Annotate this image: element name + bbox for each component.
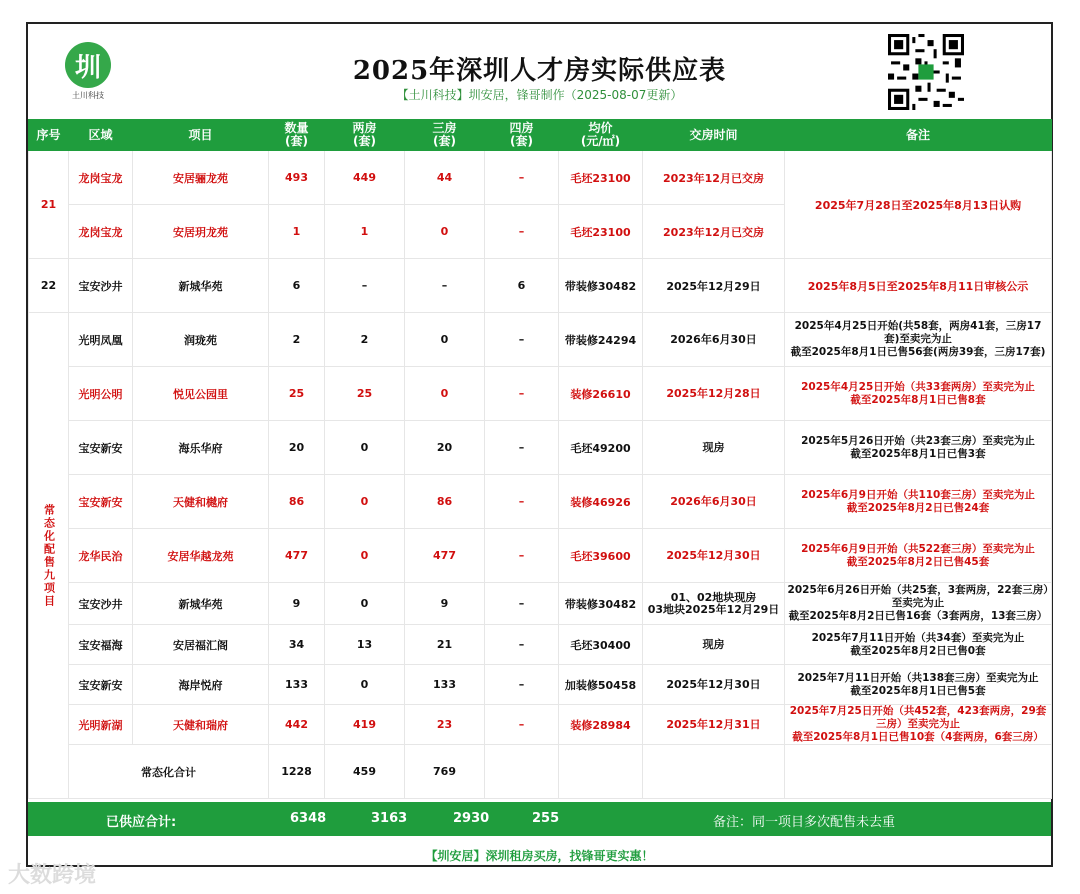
col-note: 备注 <box>785 120 1052 151</box>
row-qty: 442 <box>269 705 325 745</box>
totals-three: 2930 <box>453 811 490 826</box>
row-four: – <box>485 665 559 705</box>
row-two: 449 <box>325 151 405 205</box>
table-row <box>29 529 1052 583</box>
row-note: 2025年5月26日开始（共23套三房）至卖完为止 截至2025年8月1日已售3套 <box>785 421 1052 475</box>
supply-table <box>28 119 1052 799</box>
row-area: 宝安新安 <box>69 475 133 529</box>
logo-text: 土川科技 <box>72 91 104 100</box>
row-note: 2025年4月25日开始(共58套，两房41套，三房17套)至卖完为止 截至2025年8月1日已售56套(两房39套，三房17套) <box>785 313 1052 367</box>
row-four: – <box>485 421 559 475</box>
table-row <box>29 475 1052 529</box>
row-project: 新城华苑 <box>133 259 269 313</box>
row-delivery: 2025年12月28日 <box>643 367 785 421</box>
subtotal-four <box>485 745 559 799</box>
table-row <box>29 583 1052 625</box>
row-area: 龙岗宝龙 <box>69 151 133 205</box>
row-project: 天健和瑞府 <box>133 705 269 745</box>
row-project: 悦见公园里 <box>133 367 269 421</box>
row-qty: 1 <box>269 205 325 259</box>
row-three: 0 <box>405 205 485 259</box>
row-area: 光明凤凰 <box>69 313 133 367</box>
row-two: 13 <box>325 625 405 665</box>
table-row <box>29 705 1052 745</box>
row-project: 润珑苑 <box>133 313 269 367</box>
row-price: 装修28984 <box>559 705 643 745</box>
row-delivery: 2025年12月30日 <box>643 665 785 705</box>
row-note: 2025年6月9日开始（共522套三房）至卖完为止 截至2025年8月2日已售45套 <box>785 529 1052 583</box>
row-delivery: 01、02地块现房 03地块2025年12月29日 <box>643 583 785 625</box>
totals-label: 已供应合计: <box>106 815 177 830</box>
row-project: 安居华越龙苑 <box>133 529 269 583</box>
row-delivery: 现房 <box>643 625 785 665</box>
row-delivery: 2023年12月已交房 <box>643 205 785 259</box>
group-label-cell <box>29 313 69 799</box>
row-three: 86 <box>405 475 485 529</box>
col-project: 项目 <box>133 120 269 151</box>
row-three: 133 <box>405 665 485 705</box>
totals-four: 255 <box>532 811 560 826</box>
row-price: 毛坯49200 <box>559 421 643 475</box>
page-subtitle: 【土川科技】圳安居，锋哥制作（2025-08-07更新） <box>396 88 683 102</box>
col-two: 两房 (套) <box>325 120 405 151</box>
table-row <box>29 313 1052 367</box>
sheet-frame <box>26 22 1053 867</box>
row-area: 宝安新安 <box>69 665 133 705</box>
row-price: 毛坯23100 <box>559 151 643 205</box>
group-label: 常态化配售九项目 <box>42 503 56 608</box>
table-row <box>29 625 1052 665</box>
row-four: – <box>485 367 559 421</box>
row-four: 6 <box>485 259 559 313</box>
row-project: 海岸悦府 <box>133 665 269 705</box>
watermark-text: 大数跨境 <box>8 863 97 888</box>
row-qty: 25 <box>269 367 325 421</box>
row-note: 2025年7月11日开始（共138套三房）至卖完为止 截至2025年8月1日已售5套 <box>785 665 1052 705</box>
subtotal-qty: 1228 <box>269 745 325 799</box>
row-note: 2025年8月5日至2025年8月11日审核公示 <box>785 259 1052 313</box>
row-note: 2025年7月28日至2025年8月13日认购 <box>785 151 1052 259</box>
col-four: 四房 (套) <box>485 120 559 151</box>
row-qty: 493 <box>269 151 325 205</box>
row-price: 带装修30482 <box>559 583 643 625</box>
row-qty: 86 <box>269 475 325 529</box>
row-area: 宝安福海 <box>69 625 133 665</box>
row-qty: 34 <box>269 625 325 665</box>
col-delivery: 交房时间 <box>643 120 785 151</box>
row-delivery: 2026年6月30日 <box>643 475 785 529</box>
totals-bar <box>28 802 1051 836</box>
row-three: 9 <box>405 583 485 625</box>
row-delivery: 2026年6月30日 <box>643 313 785 367</box>
row-qty: 477 <box>269 529 325 583</box>
table-row <box>29 665 1052 705</box>
subtotal-delivery <box>643 745 785 799</box>
qr-code-icon <box>888 34 964 110</box>
row-price: 加装修50458 <box>559 665 643 705</box>
subtotal-two: 459 <box>325 745 405 799</box>
row-four: – <box>485 205 559 259</box>
row-two: 1 <box>325 205 405 259</box>
row-price: 毛坯39600 <box>559 529 643 583</box>
row-four: – <box>485 583 559 625</box>
page-title: 2025年深圳人才房实际供应表 <box>352 56 727 86</box>
row-delivery: 2025年12月31日 <box>643 705 785 745</box>
row-area: 宝安沙井 <box>69 259 133 313</box>
col-price: 均价 (元/㎡) <box>559 120 643 151</box>
subtotal-row <box>29 745 1052 799</box>
table-header <box>29 120 1052 151</box>
row-note: 2025年6月26日开始（共25套，3套两房，22套三房）至卖完为止 截至2025年8月2日已售16套（3套两房，13套三房） <box>785 583 1052 625</box>
row-qty: 6 <box>269 259 325 313</box>
totals-two: 3163 <box>371 811 408 826</box>
row-two: 419 <box>325 705 405 745</box>
row-project: 安居玥龙苑 <box>133 205 269 259</box>
row-price: 带装修24294 <box>559 313 643 367</box>
row-area: 光明新湖 <box>69 705 133 745</box>
row-price: 装修46926 <box>559 475 643 529</box>
row-price: 毛坯30400 <box>559 625 643 665</box>
row-two: 25 <box>325 367 405 421</box>
row-area: 光明公明 <box>69 367 133 421</box>
row-four: – <box>485 625 559 665</box>
row-three: 44 <box>405 151 485 205</box>
row-four: – <box>485 151 559 205</box>
row-four: – <box>485 529 559 583</box>
table-row <box>29 151 1052 205</box>
row-price: 毛坯23100 <box>559 205 643 259</box>
col-qty: 数量 (套) <box>269 120 325 151</box>
row-area: 宝安新安 <box>69 421 133 475</box>
row-two: 0 <box>325 583 405 625</box>
row-two: 0 <box>325 529 405 583</box>
row-area: 龙华民治 <box>69 529 133 583</box>
subtotal-three: 769 <box>405 745 485 799</box>
row-qty: 133 <box>269 665 325 705</box>
row-two: 2 <box>325 313 405 367</box>
row-delivery: 现房 <box>643 421 785 475</box>
row-delivery: 2025年12月30日 <box>643 529 785 583</box>
row-two: 0 <box>325 421 405 475</box>
row-project: 海乐华府 <box>133 421 269 475</box>
row-note: 2025年6月9日开始（共110套三房）至卖完为止 截至2025年8月2日已售24套 <box>785 475 1052 529</box>
row-price: 带装修30482 <box>559 259 643 313</box>
row-area: 龙岗宝龙 <box>69 205 133 259</box>
table-row <box>29 421 1052 475</box>
row-three: 477 <box>405 529 485 583</box>
table-row <box>29 367 1052 421</box>
row-two: – <box>325 259 405 313</box>
logo-char: 圳 <box>74 52 101 83</box>
col-three: 三房 (套) <box>405 120 485 151</box>
row-qty: 2 <box>269 313 325 367</box>
row-three: 20 <box>405 421 485 475</box>
footer-slogan: 【圳安居】深圳租房买房，找锋哥更实惠！ <box>425 849 654 863</box>
row-project: 安居骊龙苑 <box>133 151 269 205</box>
row-index: 21 <box>29 151 69 259</box>
row-three: – <box>405 259 485 313</box>
row-qty: 20 <box>269 421 325 475</box>
col-area: 区域 <box>69 120 133 151</box>
totals-note: 备注：同一项目多次配售未去重 <box>713 815 896 830</box>
row-three: 0 <box>405 367 485 421</box>
row-four: – <box>485 475 559 529</box>
row-note: 2025年4月25日开始（共33套两房）至卖完为止 截至2025年8月1日已售8套 <box>785 367 1052 421</box>
row-project: 新城华苑 <box>133 583 269 625</box>
row-three: 0 <box>405 313 485 367</box>
row-two: 0 <box>325 665 405 705</box>
totals-qty: 6348 <box>290 811 327 826</box>
row-area: 宝安沙井 <box>69 583 133 625</box>
subtotal-note <box>785 745 1052 799</box>
subtotal-price <box>559 745 643 799</box>
row-qty: 9 <box>269 583 325 625</box>
subtotal-label: 常态化合计 <box>69 745 269 799</box>
row-three: 23 <box>405 705 485 745</box>
row-index: 22 <box>29 259 69 313</box>
row-four: – <box>485 705 559 745</box>
row-delivery: 2025年12月29日 <box>643 259 785 313</box>
col-index: 序号 <box>29 120 69 151</box>
row-three: 21 <box>405 625 485 665</box>
row-note: 2025年7月11日开始（共34套）至卖完为止 截至2025年8月2日已售0套 <box>785 625 1052 665</box>
row-project: 安居福汇阁 <box>133 625 269 665</box>
table-row <box>29 259 1052 313</box>
row-four: – <box>485 313 559 367</box>
row-delivery: 2023年12月已交房 <box>643 151 785 205</box>
row-note: 2025年7月25日开始（共452套，423套两房，29套三房）至卖完为止 截至2025年8月1日已售10套（4套两房，6套三房） <box>785 705 1052 745</box>
row-price: 装修26610 <box>559 367 643 421</box>
row-two: 0 <box>325 475 405 529</box>
row-project: 天健和樾府 <box>133 475 269 529</box>
